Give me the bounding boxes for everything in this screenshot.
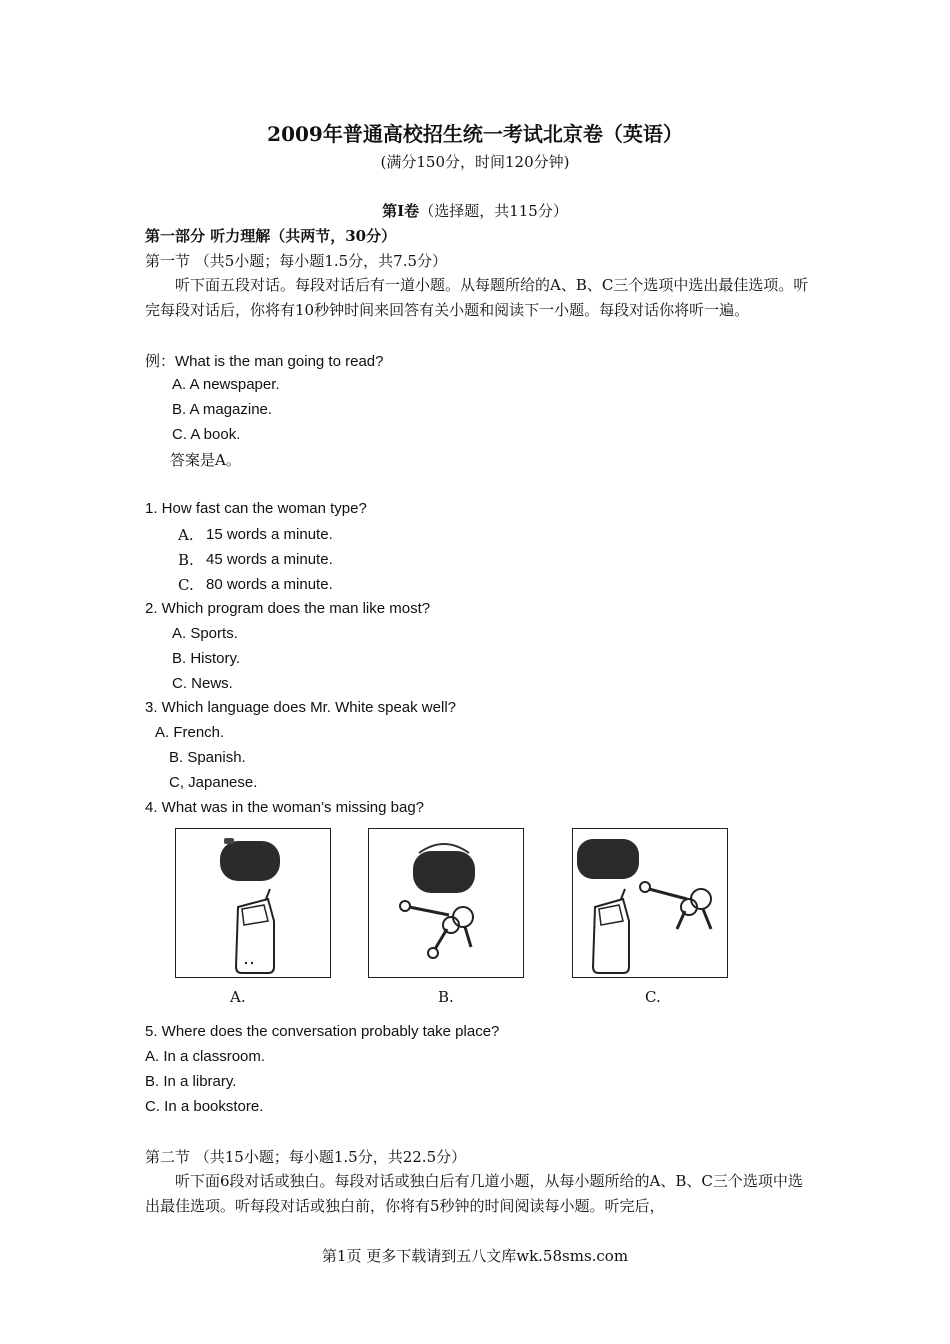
q1-option-c-text: 80 words a minute. — [206, 576, 333, 593]
exam-title: 2009年普通高校招生统一考试北京卷（英语） — [267, 122, 683, 146]
picture-b — [368, 828, 524, 978]
q1-option-c-letter: C. — [178, 576, 194, 594]
picture-a-label: A. — [230, 988, 246, 1006]
picture-a — [175, 828, 331, 978]
example-question-text: What is the man going to read? — [175, 353, 384, 370]
mobile-phone-icon — [593, 889, 629, 973]
q1-option-b — [178, 550, 333, 570]
example-option-c: C. A book. — [172, 426, 241, 443]
keys-icon — [400, 901, 473, 958]
purse-icon — [413, 844, 475, 893]
example-option-b: B. A magazine. — [172, 401, 273, 418]
volume-detail: （选择题，共115分） — [419, 202, 568, 220]
example-prefix: 例： — [145, 352, 176, 370]
example-option-a: A. A newspaper. — [172, 376, 280, 393]
question-3: 3. Which language does Mr. White speak well? — [145, 699, 456, 716]
q1-option-a — [178, 525, 333, 545]
q1-option-a-text: 15 words a minute. — [206, 526, 333, 543]
q1-option-b-text: 45 words a minute. — [206, 551, 333, 568]
q5-option-c: C. In a bookstore. — [145, 1098, 264, 1115]
q2-option-c: C. News. — [172, 675, 233, 692]
q5-option-a: A. In a classroom. — [145, 1048, 266, 1065]
keys-icon — [640, 882, 711, 929]
volume-label: 第I卷 — [382, 202, 420, 220]
purse-icon — [220, 838, 280, 881]
section1-heading: 第一节 （共5小题；每小题1.5分，共7.5分） — [145, 252, 448, 270]
question-2: 2. Which program does the man like most? — [145, 600, 431, 617]
q3-option-b: B. Spanish. — [169, 749, 246, 766]
q2-option-b: B. History. — [172, 650, 241, 667]
purse-icon — [577, 839, 639, 879]
part1-heading: 第一部分 听力理解（共两节，30分） — [145, 227, 397, 245]
volume-heading — [0, 201, 950, 221]
picture-c — [572, 828, 728, 978]
question-1: 1. How fast can the woman type? — [145, 500, 367, 517]
section2-instructions: 听下面6段对话或独白。每段对话或独白后有几道小题，从每小题所给的A、B、C三个选项中选出最佳选项。听每段对话或独白前，你将有5秒钟的时间阅读每小题。听完后， — [145, 1172, 803, 1215]
q1-option-c — [178, 575, 333, 595]
q2-option-a: A. Sports. — [172, 625, 238, 642]
picture-b-label: B. — [438, 988, 454, 1006]
q5-option-b: B. In a library. — [145, 1073, 237, 1090]
page-footer: 第1页 更多下载请到五八文库wk.58sms.com — [321, 1247, 629, 1265]
example-question — [145, 351, 383, 372]
mobile-phone-icon — [236, 889, 274, 973]
question-5: 5. Where does the conversation probably take place? — [145, 1023, 500, 1040]
q3-option-a: A. French. — [155, 724, 225, 741]
example-answer: 答案是A。 — [170, 451, 241, 469]
picture-c-label: C. — [645, 988, 661, 1006]
q3-option-c: C, Japanese. — [169, 774, 258, 791]
section1-instructions: 听下面五段对话。每段对话后有一道小题。从每题所给的A、B、C三个选项中选出最佳选项。听完每段对话后，你将有10秒钟时间来回答有关小题和阅读下一小题。每段对话你将听一遍。 — [145, 276, 809, 319]
q1-option-a-letter: A. — [178, 526, 194, 544]
section2-heading: 第二节 （共15小题；每小题1.5分，共22.5分） — [145, 1148, 467, 1166]
exam-subtitle: (满分150分，时间120分钟) — [380, 153, 570, 171]
question-4: 4. What was in the woman’s missing bag? — [145, 799, 425, 816]
q1-option-b-letter: B. — [178, 551, 194, 569]
